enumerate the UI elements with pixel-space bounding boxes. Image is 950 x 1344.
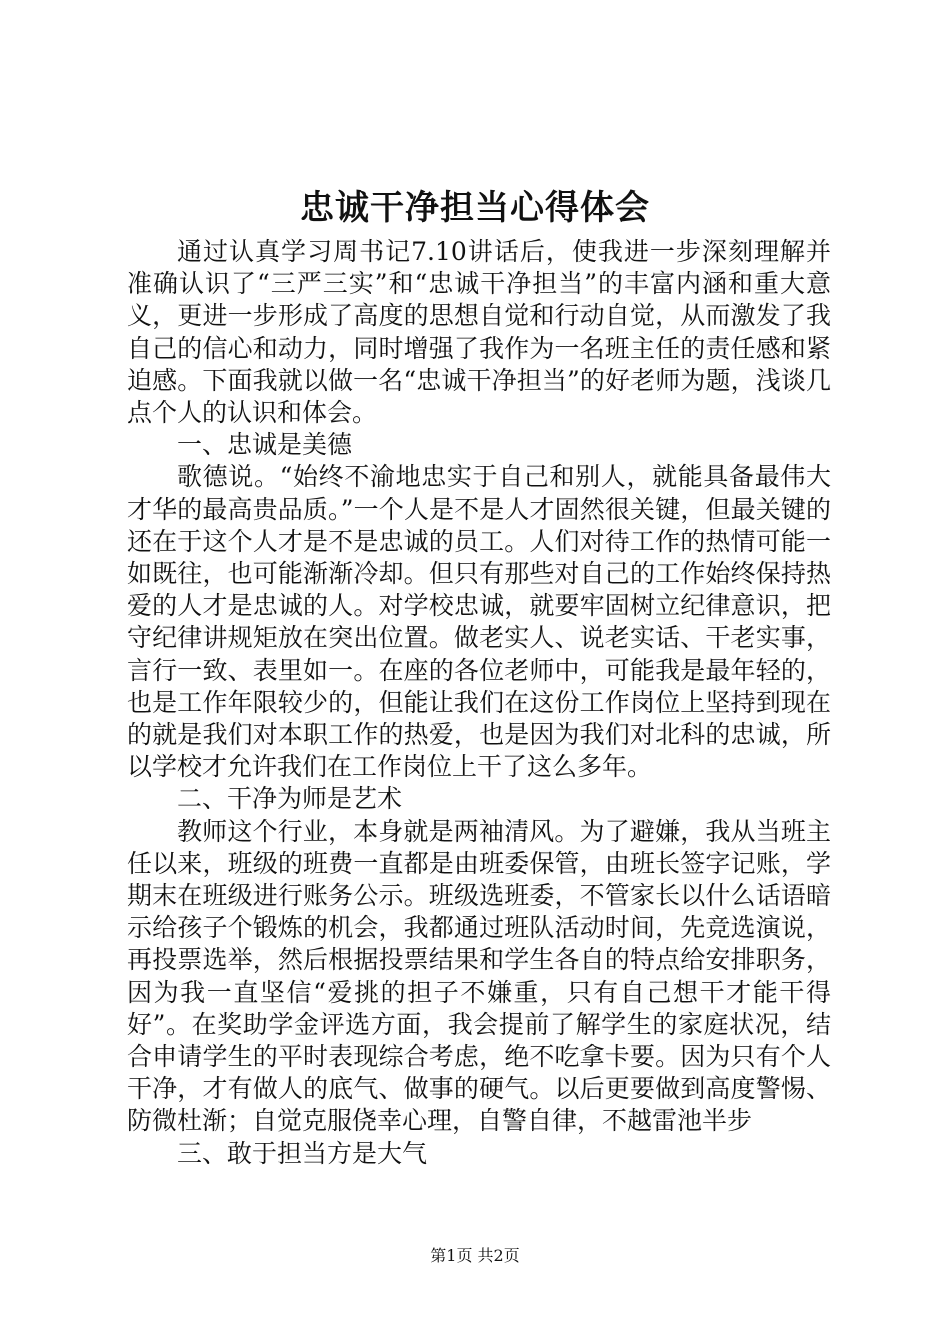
- page-number-footer: 第1页 共2页: [430, 1246, 520, 1265]
- section-heading-loyalty: 一、忠诚是美德: [177, 430, 353, 460]
- document-title: 忠诚干净担当心得体会: [300, 188, 650, 228]
- paragraph-integrity: 教师这个行业，本身就是两袖清风。为了避嫌，我从当班主任以来，班级的班费一直都是由班委保管，由班长签字记账，学期末在班级进行账务公示。班级选班委，不管家长以什么话语暗示给孩子个锻炼的机会，我都通过班队活动时间，先竞选演说，再投票选举，然后根据投票结果和学生各自的特点给安排职务，因为我一直坚信“爱挑的担子不嫌重，只有自己想干才能干得好”。在奖助学金评选方面，我会提前了解学生的家庭状况，结合申请学生的平时表现综合考虑，绝不吃拿卡要。因为只有个人干净，才有做人的底气、做事的硬气。以后更要做到高度警惕、防微杜渐；自觉克服侥幸心理，自警自律，不越雷池半步: [127, 816, 831, 1136]
- section-heading-responsibility: 三、敢于担当方是大气: [177, 1138, 428, 1168]
- paragraph-intro: 通过认真学习周书记7.10讲话后，使我进一步深刻理解并准确认识了“三严三实”和“忠诚干净担当”的丰富内涵和重大意义，更进一步形成了高度的思想自觉和行动自觉，从而激发了我自己的信心和动力，同时增强了我作为一名班主任的责任感和紧迫感。下面我就以做一名“忠诚干净担当”的好老师为题，浅谈几点个人的认识和体会。: [127, 237, 831, 428]
- document-body: [127, 236, 831, 1170]
- paragraph-loyalty: 歌德说。“始终不渝地忠实于自己和别人，就能具备最伟大才华的最高贵品质。”一个人是不是人才固然很关键，但最关键的还在于这个人才是不是忠诚的员工。人们对待工作的热情可能一如既往，也可能渐渐冷却。但只有那些对自己的工作始终保持热爱的人才是忠诚的人。对学校忠诚，就要牢固树立纪律意识，把守纪律讲规矩放在突出位置。做老实人、说老实话、干老实事，言行一致、表里如一。在座的各位老师中，可能我是最年轻的，也是工作年限较少的，但能让我们在这份工作岗位上坚持到现在的就是我们对本职工作的热爱，也是因为我们对北科的忠诚，所以学校才允许我们在工作岗位上干了这么多年。: [127, 462, 831, 782]
- section-heading-integrity: 二、干净为师是艺术: [177, 784, 403, 814]
